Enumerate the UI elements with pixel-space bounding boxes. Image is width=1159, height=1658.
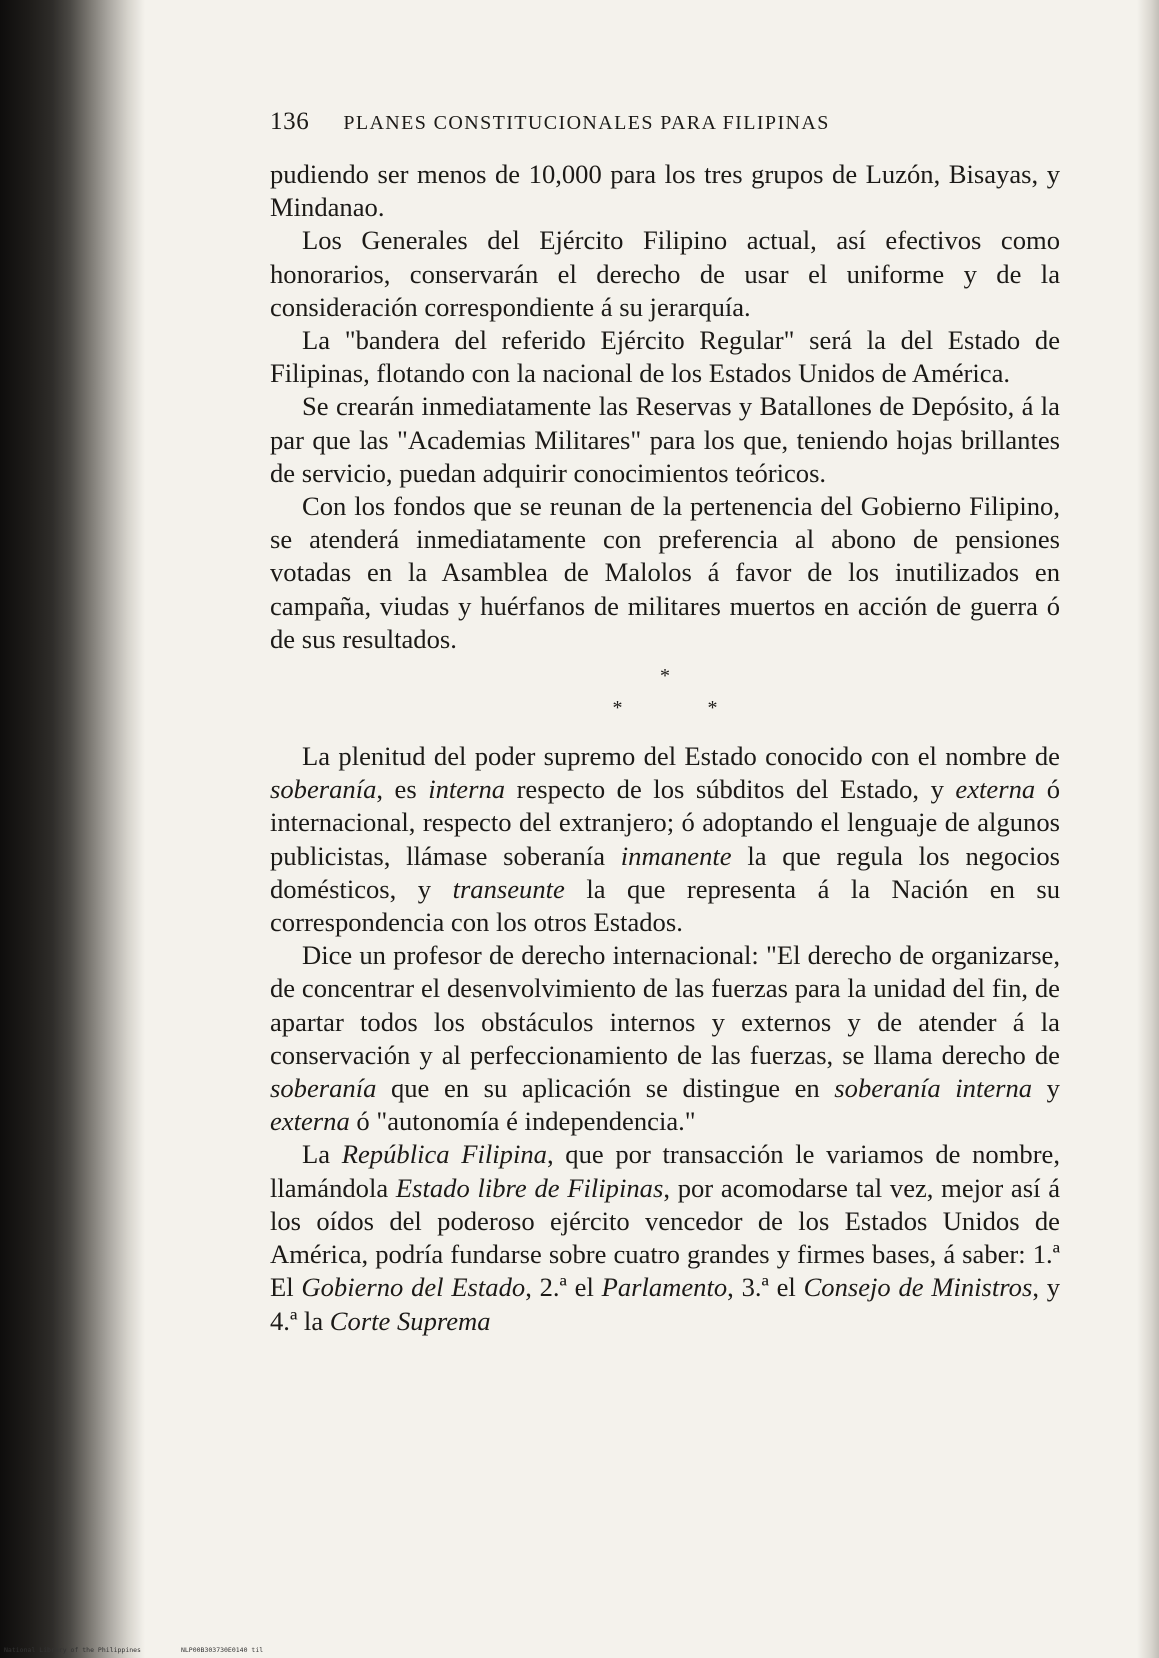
text-run: que en su aplicación se distingue en	[376, 1073, 835, 1104]
italic-term: Parlamento	[601, 1272, 728, 1303]
text-run: , 2.ª el	[525, 1272, 602, 1303]
page-number: 136	[270, 108, 310, 135]
book-page	[270, 108, 1060, 1338]
scan-footer	[4, 1646, 263, 1654]
paragraph-generales: Los Generales del Ejército Filipino actual, así efectivos como honorarios, conservarán el derecho de usar el uniforme y de la consideración correspondiente á su jerarquía.	[270, 225, 1060, 322]
text-run: , y 4.ª la	[270, 1272, 1061, 1336]
italic-term: Corte Suprema	[329, 1305, 491, 1336]
paragraph-profesor	[270, 939, 1060, 1138]
scan-code: NLP00B303730E0140 til	[180, 1646, 264, 1654]
asterism-bottom: * *	[612, 697, 758, 720]
paragraph-reservas: Se crearán inmediatamente las Reservas y Batallones de Depósito, á la par que las "Academias Militares" para los que, teniendo hojas brillantes de servicio, puedan adquirir conocimientos teóricos.	[270, 391, 1060, 488]
text-run: , 3.ª el	[727, 1272, 804, 1303]
text-run: La	[302, 1139, 342, 1170]
paragraph-republica	[270, 1138, 1060, 1337]
italic-term: Gobierno del Estado	[301, 1272, 526, 1303]
italic-term: Estado libre de Filipinas	[395, 1172, 664, 1203]
italic-term: transeunte	[452, 873, 565, 904]
asterism-top: *	[660, 665, 670, 688]
italic-term: inmanente	[620, 840, 732, 871]
library-credit: National Library of the Philippines	[4, 1646, 141, 1654]
italic-term: República Filipina	[341, 1139, 547, 1170]
paragraph-continuation: pudiendo ser menos de 10,000 para los tres grupos de Luzón, Bisayas, y Mindanao.	[270, 159, 1060, 223]
italic-term: externa	[955, 774, 1036, 805]
text-run: la que regula los negocios domésticos, y	[270, 840, 1060, 904]
text-run: La plenitud del poder supremo del Estado conocido con el nombre de	[302, 741, 1060, 772]
binding-shadow	[0, 0, 145, 1658]
text-run: ó internacional, respecto del extranjero; ó adoptando el lenguaje de algunos publicistas, llámase soberanía	[270, 774, 1060, 871]
paragraph-soberania	[270, 740, 1060, 939]
italic-term: interna	[428, 774, 506, 805]
text-run: , que por transacción le variamos de nombre, llamándola	[270, 1139, 1061, 1203]
text-run: y	[1032, 1073, 1060, 1104]
italic-term: soberanía interna	[834, 1073, 1033, 1104]
italic-term: soberanía	[270, 1073, 377, 1104]
text-run: Dice un profesor de derecho internacional: "El derecho de organizarse, de concentrar el desenvolvimiento de las fuerzas para la unidad del fin, de apartar todos los obstáculos internos y externos y de atender á la conservación y al perfeccionamiento de las fuerzas, se llama derecho de	[270, 940, 1060, 1070]
italic-term: externa	[270, 1106, 350, 1137]
running-head	[270, 108, 1060, 144]
paragraph-fondos: Con los fondos que se reunan de la pertenencia del Gobierno Filipino, se atenderá inmediatamente con preferencia al abono de pensiones votadas en la Asamblea de Malolos á favor de los inutilizados en campaña, viudas y huérfanos de militares muertos en acción de guerra ó de sus resultados.	[270, 491, 1060, 654]
italic-term: Consejo de Ministros	[803, 1272, 1033, 1303]
italic-term: soberanía	[270, 774, 377, 805]
text-run: la que representa á la Nación en su correspondencia con los otros Estados.	[270, 873, 1061, 938]
text-run: respecto de los súbditos del Estado, y	[505, 774, 956, 805]
running-title: PLANES CONSTITUCIONALES PARA FILIPINAS	[343, 112, 830, 134]
section-ornament	[270, 660, 1060, 724]
text-run: , por acomodarse tal vez, mejor así á los oídos del poderoso ejército vencedor de los Estados Unidos de América, podría fundarse sobre cuatro grandes y firmes bases, á saber: 1.ª El	[270, 1172, 1060, 1303]
page-edge-shadow	[1137, 0, 1159, 1658]
text-run: ó "autonomía é independencia."	[349, 1106, 696, 1137]
paragraph-bandera: La "bandera del referido Ejército Regular" será la del Estado de Filipinas, flotando con la nacional de los Estados Unidos de América.	[270, 325, 1060, 389]
text-run: , es	[376, 774, 429, 805]
